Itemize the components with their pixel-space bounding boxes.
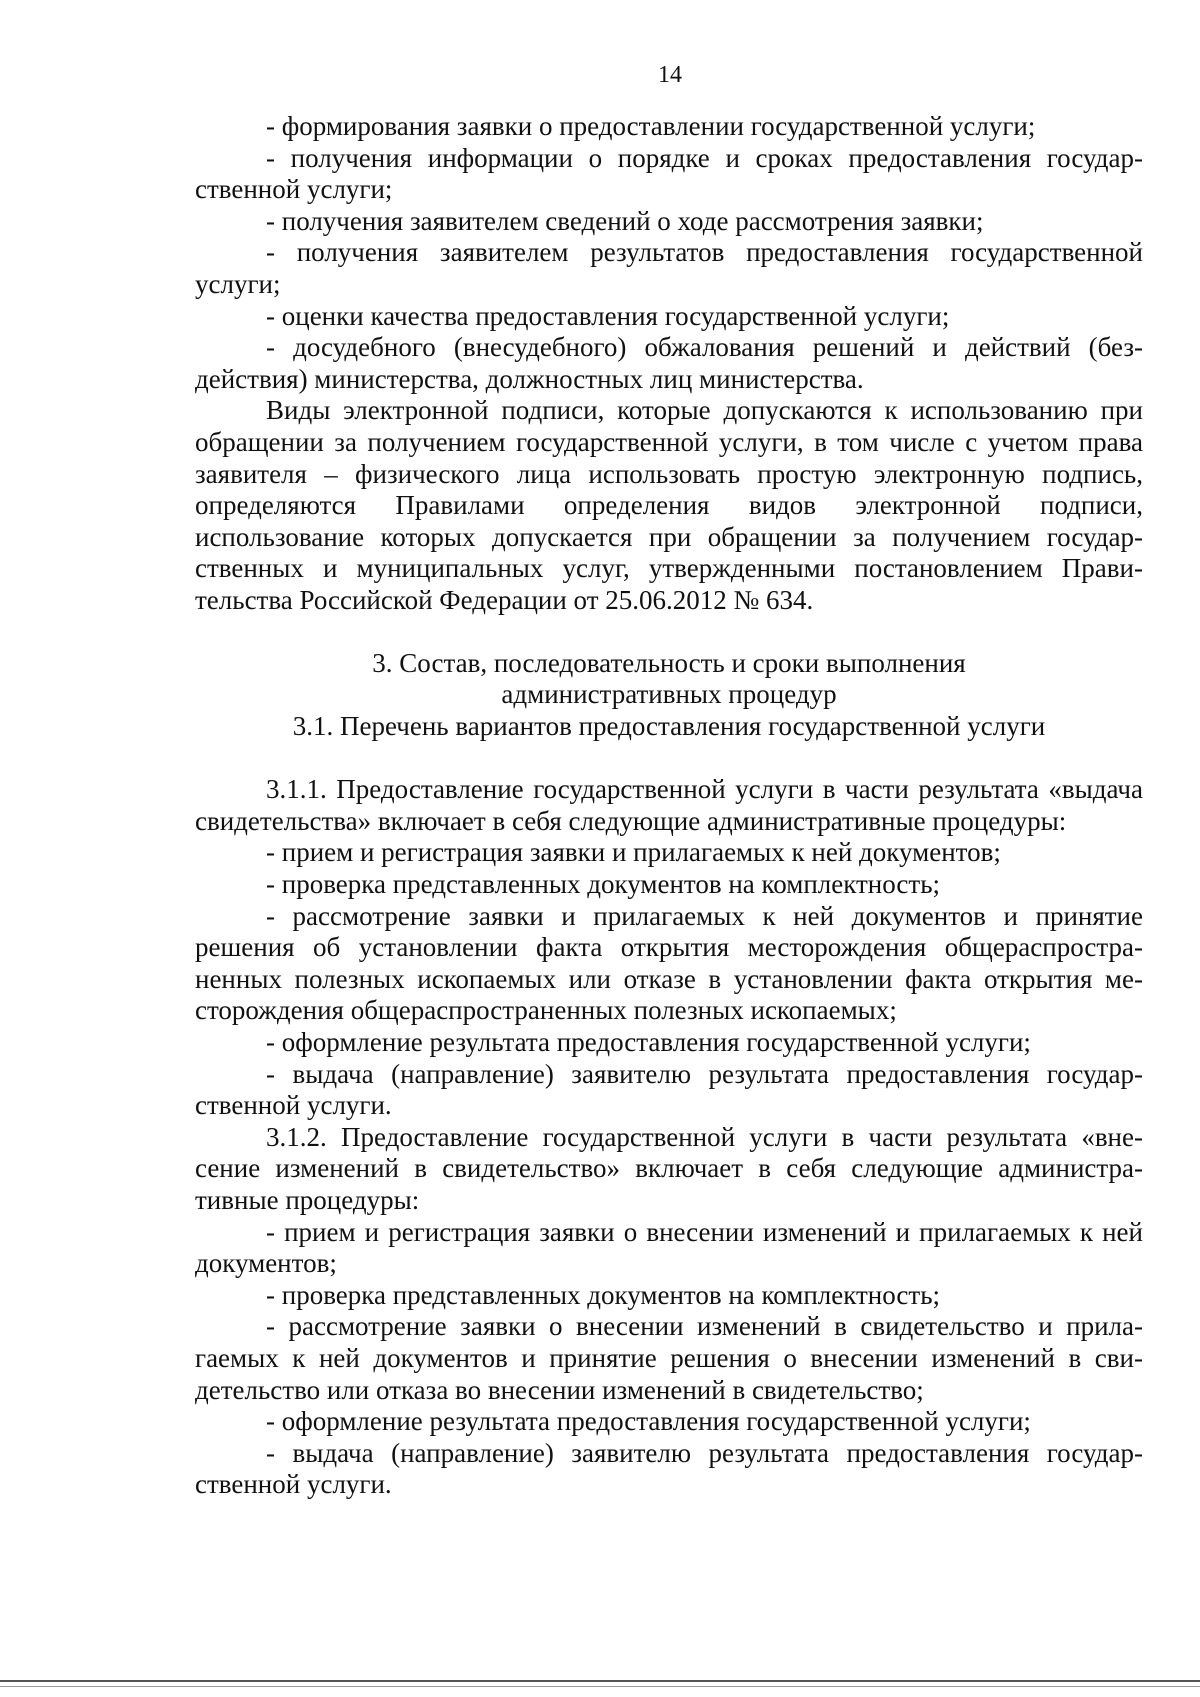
paragraph: - проверка представленных документов на комплектность; — [266, 1279, 941, 1310]
paragraph: - выдача (направление) заявителю результата предоставления государственной услуги. — [195, 1437, 1143, 1500]
page-number: 14 — [658, 62, 682, 88]
paragraph: - оформление результата предоставления государственной услуги; — [266, 1027, 1031, 1058]
paragraph: - проверка представленных документов на комплектность; — [266, 869, 941, 900]
scan-edge-line — [0, 1680, 1200, 1682]
paragraph: - прием и регистрация заявки и прилагаемых к ней документов; — [266, 837, 1001, 868]
paragraph: - оценки качества предоставления государственной услуги; — [266, 300, 950, 331]
paragraph: - получения заявителем сведений о ходе рассмотрения заявки; — [266, 205, 984, 236]
document-body — [195, 111, 1143, 1501]
section-heading — [195, 648, 1143, 743]
paragraph: - рассмотрение заявки и прилагаемых к ней документов и принятие решения об установлении факта открытия месторождения общераспространенных полезных ископаемых или отказе в установлении факта открытия месторождения общераспространенных полезных ископаемых; — [195, 900, 1143, 1026]
paragraph: 3.1.1. Предоставление государственной услуги в части результата «выдача свидетельства» включает в себя следующие административные процедуры: — [195, 774, 1143, 836]
paragraph: Виды электронной подписи, которые допускаются к использованию при обращении за получением государственной услуги, в том числе с учетом права заявителя – физического лица использовать простую электронную подпись, определяются Правилами определения видов электронной подписи, использование которых допускается при обращении за получением государственных и муниципальных услуг, утвержденными постановлением Правительства Российской Федерации от 25.06.2012 № 634. — [195, 395, 1143, 615]
paragraph: - получения информации о порядке и сроках предоставления государственной услуги; — [195, 142, 1143, 205]
subsection-title: 3.1. Перечень вариантов предоставления государственной услуги — [292, 710, 1046, 741]
paragraph: - выдача (направление) заявителю результата предоставления государственной услуги. — [195, 1058, 1143, 1121]
paragraph: - оформление результата предоставления государственной услуги; — [266, 1406, 1031, 1437]
spacer — [195, 742, 1143, 774]
paragraph: 3.1.2. Предоставление государственной услуги в части результата «внесение изменений в свидетельство» включает в себя следующие административные процедуры: — [195, 1121, 1143, 1215]
paragraph: - рассмотрение заявки о внесении изменений в свидетельство и прилагаемых к ней документов и принятие решения о внесении изменений в свидетельство или отказа во внесении изменений в свидетельство; — [195, 1311, 1143, 1405]
section-title-line: 3. Состав, последовательность и сроки выполнения — [372, 647, 966, 678]
scan-edge-line — [0, 1686, 1200, 1687]
paragraph: - формирования заявки о предоставлении государственной услуги; — [266, 111, 1036, 141]
paragraph: - прием и регистрация заявки о внесении изменений и прилагаемых к ней документов; — [195, 1216, 1143, 1279]
section-title-line: административных процедур — [501, 679, 837, 710]
paragraph: - досудебного (внесудебного) обжалования решений и действий (бездействия) министерства, должностных лиц министерства. — [195, 332, 1143, 394]
paragraph: - получения заявителем результатов предоставления государственной услуги; — [195, 237, 1143, 299]
